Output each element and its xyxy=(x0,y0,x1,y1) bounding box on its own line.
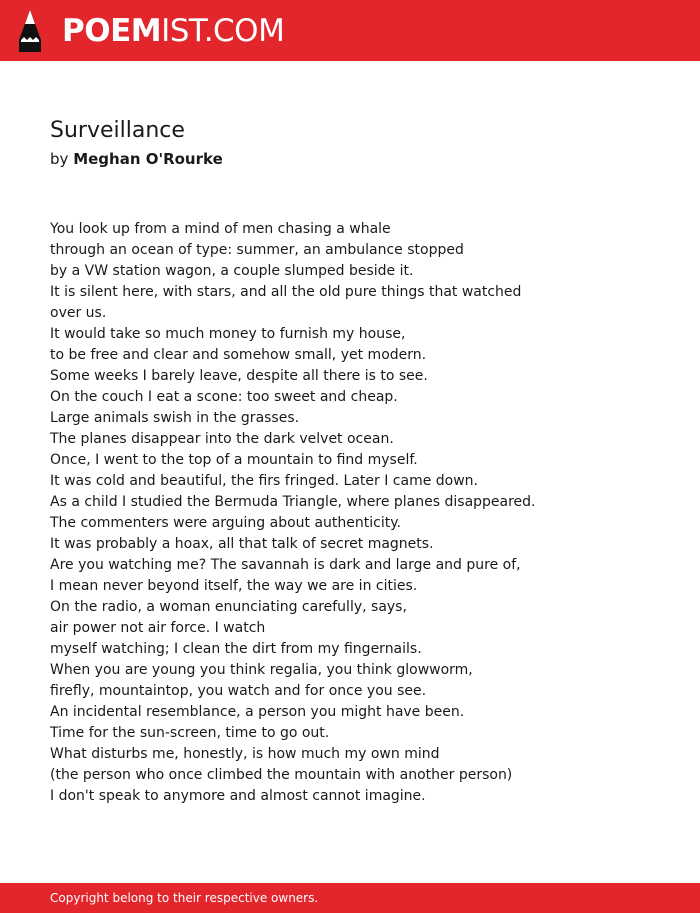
copyright-notice: Copyright belong to their respective owners. xyxy=(50,891,319,905)
logo-wordmark-light: IST.COM xyxy=(161,13,285,49)
poem-line: On the couch I eat a scone: too sweet and cheap. xyxy=(50,389,398,405)
poem-line: firefly, mountaintop, you watch and for once you see. xyxy=(50,683,427,699)
poem-line: Large animals swish in the grasses. xyxy=(50,410,300,426)
site-header xyxy=(0,0,700,61)
poem-line: Are you watching me? The savannah is dark and large and pure of, xyxy=(50,557,521,573)
poem-line: What disturbs me, honestly, is how much my own mind xyxy=(50,746,440,762)
poem-line: It is silent here, with stars, and all the old pure things that watched xyxy=(50,284,522,300)
poem-line: It would take so much money to furnish my house, xyxy=(50,326,406,342)
poem-line: When you are young you think regalia, you think glowworm, xyxy=(50,662,473,678)
poem-line: Once, I went to the top of a mountain to find myself. xyxy=(50,452,418,468)
poem-body xyxy=(50,219,670,807)
poem-line: air power not air force. I watch xyxy=(50,620,266,636)
site-logo[interactable] xyxy=(62,13,284,49)
poem-line: over us. xyxy=(50,305,107,321)
poem-line: myself watching; I clean the dirt from my fingernails. xyxy=(50,641,422,657)
byline-prefix: by xyxy=(50,150,69,168)
poem-line: Time for the sun-screen, time to go out. xyxy=(50,725,330,741)
poem-author: Meghan O'Rourke xyxy=(73,150,223,168)
poem-line: It was probably a hoax, all that talk of secret magnets. xyxy=(50,536,434,552)
poem-line: The planes disappear into the dark velvet ocean. xyxy=(50,431,394,447)
poem-line: by a VW station wagon, a couple slumped beside it. xyxy=(50,263,414,279)
poem-line: (the person who once climbed the mountain with another person) xyxy=(50,767,513,783)
poem-line: It was cold and beautiful, the firs fringed. Later I came down. xyxy=(50,473,478,489)
poem-title: Surveillance xyxy=(50,118,185,143)
poem-line: I don't speak to anymore and almost cannot imagine. xyxy=(50,788,426,804)
poem-line: You look up from a mind of men chasing a whale xyxy=(50,221,391,237)
poem-line: An incidental resemblance, a person you might have been. xyxy=(50,704,465,720)
poem-line: On the radio, a woman enunciating carefully, says, xyxy=(50,599,407,615)
poem-line: As a child I studied the Bermuda Triangle, where planes disappeared. xyxy=(50,494,536,510)
poem-line: The commenters were arguing about authenticity. xyxy=(50,515,401,531)
logo-wordmark-bold: POEM xyxy=(62,13,162,49)
poem-line: I mean never beyond itself, the way we are in cities. xyxy=(50,578,418,594)
pencil-tip-icon xyxy=(17,9,43,53)
poem-byline xyxy=(50,149,223,169)
poem-line: Some weeks I barely leave, despite all there is to see. xyxy=(50,368,428,384)
poem-line: through an ocean of type: summer, an ambulance stopped xyxy=(50,242,464,258)
poem-line: to be free and clear and somehow small, yet modern. xyxy=(50,347,427,363)
site-footer xyxy=(0,883,700,913)
